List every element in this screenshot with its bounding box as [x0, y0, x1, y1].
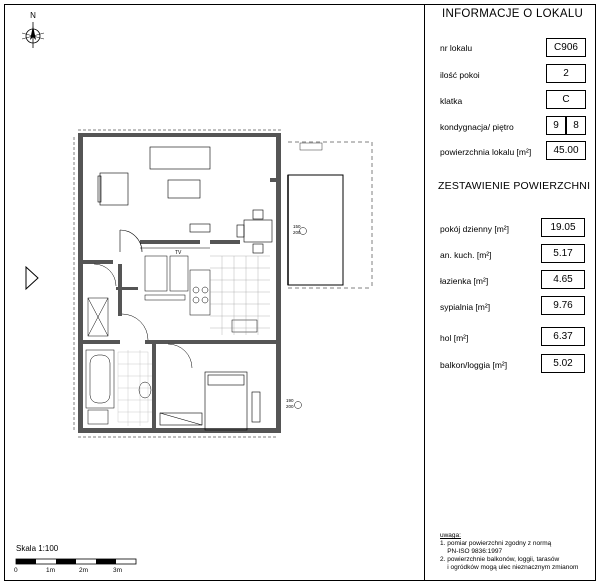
info-title: INFORMACJE O LOKALU [442, 8, 584, 20]
tv-label: TV [175, 250, 182, 256]
summary-title: ZESTAWIENIE POWIERZCHNI [438, 180, 591, 192]
area-value-hall: 6.37 [541, 327, 585, 346]
window-dim-1: 150 [293, 224, 301, 229]
info-label-unit-number: nr lokalu [440, 43, 473, 53]
area-value-bedroom: 9.76 [541, 296, 585, 315]
scale-tick-0: 0 [14, 567, 18, 574]
area-label-living-room: pokój dzienny [m²] [440, 224, 509, 234]
scale-tick-2m: 2m [79, 567, 89, 574]
info-value-floor: 8 [566, 116, 586, 135]
info-label-floor: kondygnacja/ piętro [440, 122, 514, 132]
window-dim-4: 200 [286, 404, 294, 409]
window-dim-2: 200 [293, 230, 301, 235]
area-label-hall: hol [m²] [440, 333, 469, 343]
entrance-arrow-icon [26, 267, 38, 289]
info-label-staircase: klatka [440, 96, 463, 106]
info-value-staircase: C [546, 90, 586, 109]
notes [440, 532, 578, 572]
scale-tick-3m: 3m [113, 567, 123, 574]
info-value-storey: 9 [546, 116, 566, 135]
panel-divider [424, 4, 425, 581]
notes-line-2: PN-ISO 9836:1997 [440, 548, 503, 555]
info-label-area: powierzchnia lokalu [m²] [440, 147, 532, 157]
area-value-bathroom: 4.65 [541, 270, 585, 289]
info-value-area: 45.00 [546, 141, 586, 160]
balcony [288, 142, 372, 288]
north-label: N [30, 11, 36, 20]
bedroom-furniture [160, 372, 260, 430]
north-arrow-icon [22, 22, 44, 48]
window-dim-3: 190 [286, 398, 294, 403]
walls [78, 133, 281, 433]
area-value-living-room: 19.05 [541, 218, 585, 237]
scale-label: Skala 1:100 [16, 544, 59, 553]
scale-tick-1m: 1m [46, 567, 56, 574]
area-label-balcony: balkon/loggia [m²] [440, 360, 508, 370]
kitchen [140, 248, 270, 335]
info-value-unit-number: C906 [546, 38, 586, 57]
notes-line-1: 1. pomiar powierzchni zgodny z normą [440, 540, 552, 547]
area-value-kitchen: 5.17 [541, 244, 585, 263]
area-label-kitchen: an. kuch. [m²] [440, 250, 492, 260]
notes-line-4: i ogródków mogą ulec nieznacznym zmianom [440, 564, 579, 571]
area-label-bathroom: łazienka [m²] [440, 276, 489, 286]
info-label-rooms: ilość pokoi [440, 70, 480, 80]
area-label-bedroom: sypialnia [m²] [440, 302, 491, 312]
notes-heading: uwaga: [440, 532, 461, 539]
notes-line-3: 2. powierzchnie balkonów, loggii, tarasów [440, 556, 560, 563]
info-value-rooms: 2 [546, 64, 586, 83]
area-value-balcony: 5.02 [541, 354, 585, 373]
scale-bar [16, 559, 136, 564]
bathroom [86, 350, 152, 426]
living-room-furniture [98, 147, 272, 253]
